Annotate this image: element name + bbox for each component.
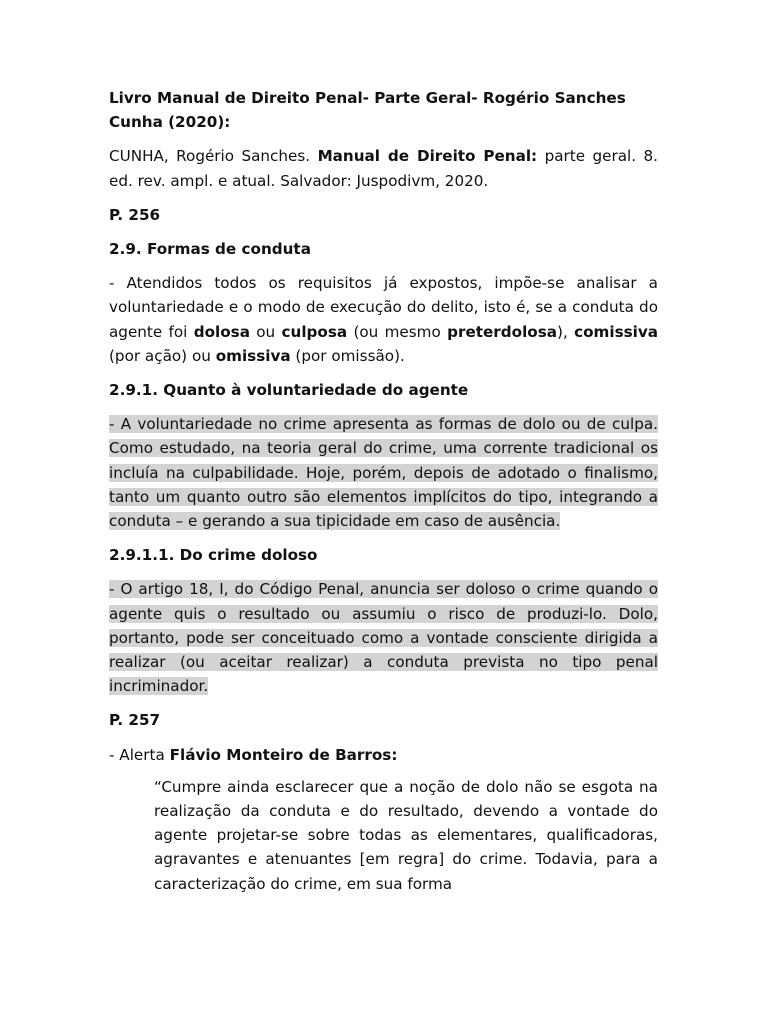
section-heading-2-9: 2.9. Formas de conduta [109, 240, 311, 259]
text-fragment: (por omissão). [290, 346, 405, 365]
text-fragment: (ou mesmo [347, 322, 448, 341]
text-fragment: - Atendidos todos os requisitos já expostos, impõe-se analisar a voluntariedade e o modo de execução do delito, isto é, se a conduta do agente foi [109, 274, 658, 341]
term-comissiva: comissiva [574, 322, 659, 341]
text-fragment: ), [557, 322, 575, 341]
text-fragment: (por ação) ou [109, 346, 216, 365]
book-title: Livro Manual de Direito Penal- Parte Geral- Rogério Sanches Cunha (2020): [109, 89, 626, 132]
page-marker-256: P. 256 [109, 205, 161, 224]
section-text-2-9 [109, 271, 658, 368]
bibliographic-reference [109, 144, 658, 192]
alert-prefix: - Alerta [109, 745, 170, 764]
term-dolosa: dolosa [193, 322, 250, 341]
reference-title: Manual de Direito Penal: [317, 147, 538, 166]
reference-details: parte geral. 8. ed. rev. ampl. e atual. Salvador: Juspodivm, 2020. [109, 147, 659, 190]
alert-author: Flávio Monteiro de Barros: [169, 745, 398, 764]
section-heading-2-9-1-1: 2.9.1.1. Do crime doloso [109, 546, 318, 565]
section-text-2-9-1 [109, 412, 658, 533]
reference-author: CUNHA, Rogério Sanches. [109, 147, 318, 166]
alert-line [109, 743, 658, 767]
term-omissiva: omissiva [215, 346, 291, 365]
text-fragment: ou [249, 322, 282, 341]
term-culposa: culposa [281, 322, 348, 341]
block-quote: “Cumpre ainda esclarecer que a noção de dolo não se esgota na realização da conduta e do resultado, devendo a vontade do agente projetar-se sobre todas as elementares, qualificadoras, agravantes e atenuantes [em regra] do crime. Todavia, para a caracterização do crime, em sua forma [154, 777, 658, 893]
document-page [109, 86, 658, 906]
page-marker-257: P. 257 [109, 711, 161, 730]
section-heading-2-9-1: 2.9.1. Quanto à voluntariedade do agente [109, 381, 469, 400]
highlighted-text: - O artigo 18, I, do Código Penal, anuncia ser doloso o crime quando o agente quis o resultado ou assumiu o risco de produzi-lo. Dolo, portanto, pode ser conceituado como a vontade consciente dirigida a realizar (ou aceitar realizar) a conduta prevista no tipo penal incriminador. [109, 580, 658, 696]
highlighted-text: - A voluntariedade no crime apresenta as formas de dolo ou de culpa. Como estudado, na teoria geral do crime, uma corrente tradicional os incluía na culpabilidade. Hoje, porém, depois de adotado o finalismo, tanto um quanto outro são elementos implícitos do tipo, integrando a conduta – e gerando a sua tipicidade em caso de ausência. [109, 415, 658, 531]
term-preterdolosa: preterdolosa [447, 322, 558, 341]
section-text-2-9-1-1 [109, 577, 658, 698]
